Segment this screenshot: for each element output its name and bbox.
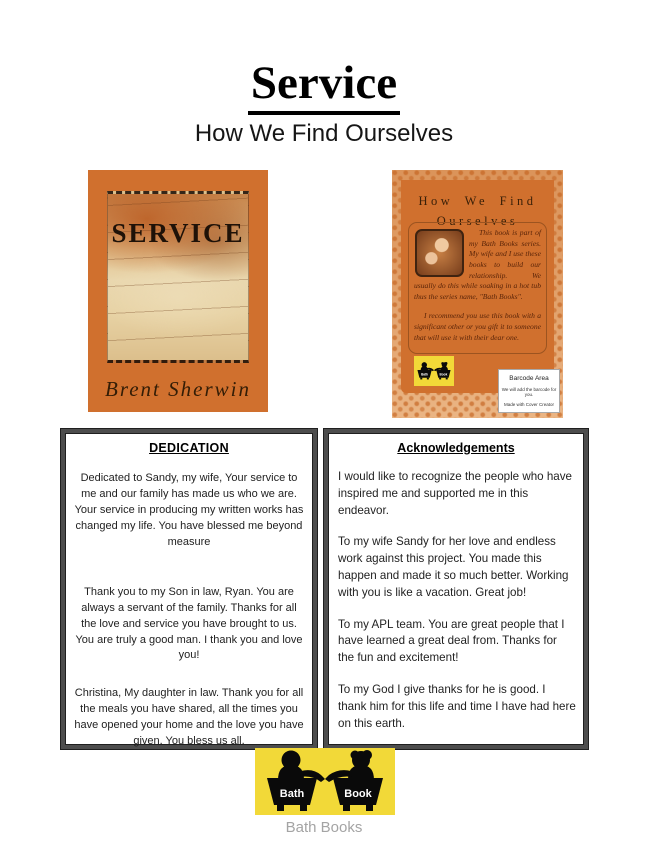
dedication-paragraph: Thank you to my Son in law, Ryan. You are always a servant of the family. Thanks for all the love and service you have brought to us. You are truly a good man. I thank you and love you! <box>75 585 303 662</box>
barcode-area <box>498 369 560 413</box>
dedication-heading: DEDICATION <box>149 441 229 455</box>
bath-figure-left-body-icon <box>278 765 304 780</box>
back-cover-paragraph <box>414 352 541 354</box>
acknowledgements-paragraph: To my APL team. You are great people that I have learned a great deal from. Thanks for the fun and excitement! <box>338 617 565 665</box>
bath-figure-right-body-icon <box>348 765 374 780</box>
acknowledgements-paragraph: To my God I give thanks for he is good. I thank him for this life and time I have had here on this earth. <box>338 682 576 730</box>
front-cover-image <box>88 170 268 412</box>
dedication-body <box>61 455 317 750</box>
logo-right-tub-label: Book <box>344 788 372 800</box>
front-cover-author: Brent Sherwin <box>105 377 251 401</box>
dedication-paragraph: Christina, My daughter in law. Thank you for all the meals you have shared, all the times you have opened your home and the love you have given. You bless us all. <box>74 687 304 748</box>
bath-books-caption: Bath Books <box>285 819 363 836</box>
acknowledgements-paragraph: I would like to recognize the people who have inspired me and supported me in this endeavor. <box>338 470 572 517</box>
couple-photo <box>415 229 464 277</box>
page-title-wrap <box>0 58 648 115</box>
acknowledgements-panel <box>323 428 589 750</box>
acknowledgements-body <box>324 455 588 732</box>
bath-books-logo <box>255 748 395 815</box>
barcode-area-title: Barcode Area <box>509 375 549 382</box>
mini-logo-left-tub-label: Bath <box>421 372 429 377</box>
back-cover-title-line1: How We Find <box>418 194 537 208</box>
bath-figure-left-body-icon <box>421 366 428 370</box>
dedication-paragraph: Dedicated to Sandy, my wife, Your service to me and our family has made us who we are. Your service in producing my written works has changed my life. You have blessed me beyond measure <box>74 472 304 548</box>
bath-figure-right-body-icon <box>441 366 448 370</box>
bath-books-mini-logo-icon <box>414 356 454 386</box>
back-cover-paragraph: This book is part of my Bath Books series. My wife and I use these books to build our relationship. We usually do this while soaking in a hot tub thus the series name, "Bath Books". <box>414 228 541 301</box>
back-cover-title-line2: Ourselves <box>436 214 519 228</box>
acknowledgements-heading: Acknowledgements <box>397 441 515 455</box>
back-cover-panel <box>401 180 554 393</box>
back-cover-image <box>392 170 563 418</box>
front-cover-wood-panel <box>107 191 249 363</box>
dedication-panel <box>60 428 318 750</box>
bath-books-mini-logo <box>414 356 454 386</box>
acknowledgements-paragraph: To my wife Sandy for her love and endless work against this project. You made this happen and made it so much better. Working with you is like a vacation. Great job! <box>338 535 569 599</box>
back-cover-paragraph: I recommend you use this book with a significant other or you gift it to someone that will use it with their dear one. <box>414 311 541 342</box>
barcode-note-2: Made with Cover Creator <box>503 402 555 407</box>
barcode-note-1: We will add the barcode for you. <box>501 387 557 397</box>
front-cover-title: SERVICE <box>111 218 245 248</box>
bath-books-logo-icon <box>255 748 395 815</box>
back-cover-text-frame <box>408 222 547 354</box>
page-subtitle: How We Find Ourselves <box>194 120 454 147</box>
logo-left-tub-label: Bath <box>279 788 305 800</box>
page-title: Service <box>248 58 400 115</box>
mini-logo-right-tub-label: Book <box>439 372 448 377</box>
